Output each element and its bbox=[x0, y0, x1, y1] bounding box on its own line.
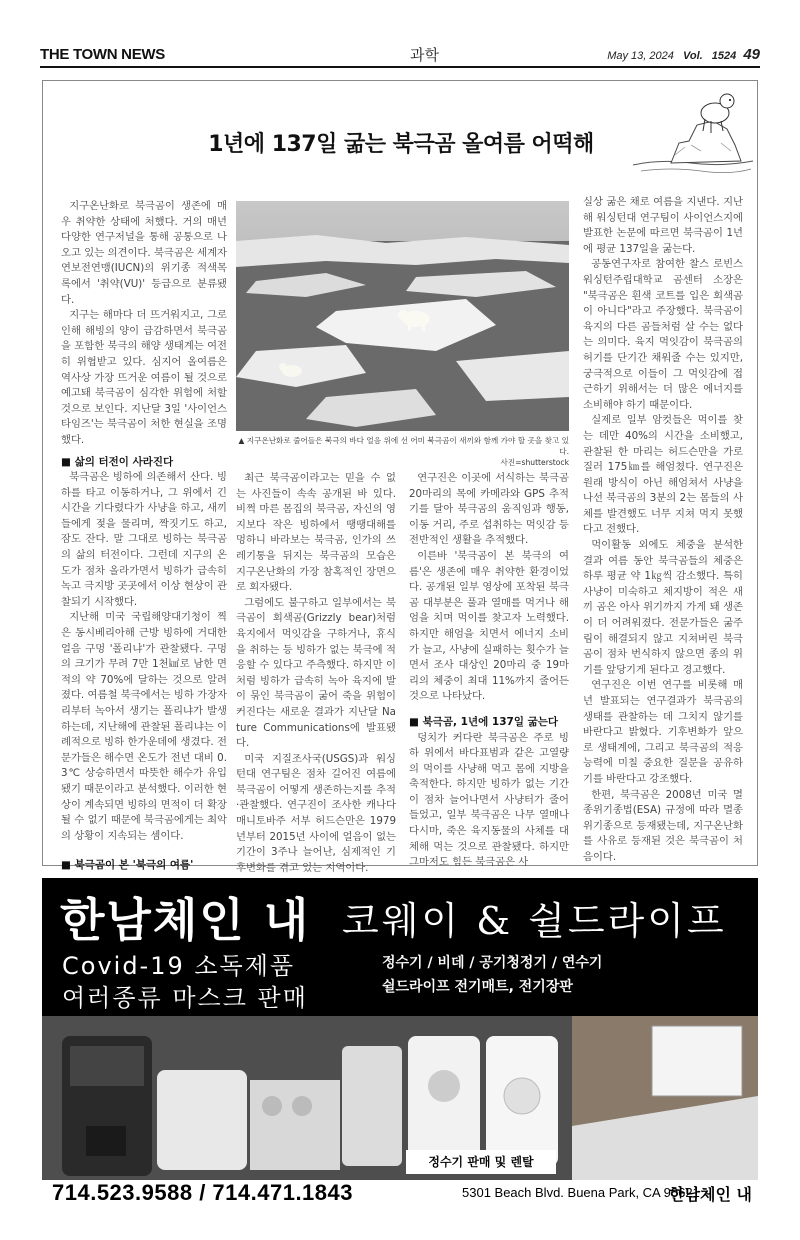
column-2 bbox=[236, 471, 396, 876]
article-headline: 1년에 137일 굶는 북극곰 올여름 어떡해 bbox=[208, 132, 594, 157]
ad-products-photo bbox=[42, 1016, 758, 1180]
ad-rental-label: 정수기 판매 및 렌탈 bbox=[406, 1150, 556, 1174]
vol-label: Vol. bbox=[682, 50, 703, 62]
page-header bbox=[40, 44, 760, 68]
ad-products-line: 정수기 / 비데 / 공기청정기 / 연수기 bbox=[382, 955, 603, 971]
column-3 bbox=[409, 471, 569, 871]
photo-credit: 사진=shutterstock bbox=[500, 458, 569, 467]
issue-info bbox=[607, 46, 760, 63]
ad-brand: 한남체인 내 bbox=[669, 1185, 752, 1204]
paragraph: 실제로 일부 암컷들은 먹이를 찾는 데만 40%의 시간을 소비했고, 관찰된 한 마리는 허드슨만을 가로질러 175㎞를 해엄쳤다. 연구진은 원래 방식이 아닌 해엄쳐서 사냥을 나선 북극곰의 3분의 2는 몸들의 사체를 발견했도 너무 지쳐 먹지 못했다고 전했다. bbox=[583, 414, 743, 536]
paragraph: 최근 북극곰이라고는 믿을 수 없는 사진들이 속속 공개된 바 있다. 비쩍 마른 몸집의 북극곰, 자신의 영지보다 작은 빙하에서 땡땡대해를 멍하니 바라보는 북극곰, 인가의 쓰레기통을 뒤지는 북극곰의 모습은 지구온난화의 가장 참혹적인 장면으로 회자됐다. bbox=[236, 472, 396, 594]
column-4 bbox=[583, 195, 743, 866]
paragraph: 이른바 '북극곰이 본 북극의 여름'은 생존에 매우 취약한 환경이었다. 공개된 일부 영상에 포착된 북극곰 대부분은 풀과 열매를 먹거나 해엄을 치며 먹이를 찾고자 노력했다. 하지만 해엄을 치면서 에너지 소비가 늘고, 사냥에 실패하는 횟수가 늘면서 조사 대상인 20마리 중 19마리의 체중이 최대 11%까지 줄어든 것으로 나타났다. bbox=[409, 549, 569, 703]
column-1 bbox=[61, 199, 227, 874]
ad-covid-line: Covid-19 소독제품 bbox=[62, 952, 296, 980]
polar-bears-on-ice-image bbox=[236, 201, 569, 431]
ad-shieldlife-line: 쉴드라이프 전기매트, 전기장판 bbox=[382, 979, 573, 995]
section-name: 과학 bbox=[410, 46, 439, 64]
subheading: ■ 북극곰이 본 '북극의 여름' bbox=[61, 859, 194, 872]
photo-caption bbox=[236, 435, 569, 468]
ad-mask-line: 여러종류 마스크 판매 bbox=[62, 984, 308, 1012]
paragraph: 한편, 북극곰은 2008년 미국 멸종위기종법(ESA) 규정에 따라 멸종위기종으로 등재됐는데, 지구온난화를 사유로 등재된 것은 북극곰이 처음이다. bbox=[583, 788, 743, 863]
ad-contact-bar bbox=[42, 1180, 758, 1204]
article-box bbox=[42, 80, 758, 874]
paragraph: 그럼에도 불구하고 일부에서는 북극곰이 회색곰(Grizzly bear)처럼 육지에서 먹잇감을 구하거나, 휴식을 취하는 등 빙하가 없는 북극에 적응할 수 있다고 주측했다. 하지만 이처럼 빙하가 급속히 녹아 육지에 발이 묶인 북극곰이 굶어 죽을 위험이 커진다는 새로운 결과가 지난달 Nature Communications에 발표됐다. bbox=[236, 596, 396, 750]
subheading: ■ 삶의 터전이 사라진다 bbox=[61, 455, 174, 468]
paragraph: 지난해 미국 국립해양대기청이 찍은 동시베리아해 근방 빙하에 거대한 얼음 구멍 '폴리냐'가 관찰됐다. 구멍의 크기가 무려 7만 1천㎢로 남한 면적의 약 70%에 달하는 것으로 알려졌다. 여름철 북극에서는 빙하 가장자리부터 녹아서 생기는 폴리냐가 발생하는데, 지난해에 관찰된 폴리냐는 이례적으로 빙하 한가운데에 생겼다. 전문가들은 해수면 온도가 전년 대비 0.3℃ 상승하면서 따뜻한 해수가 유입됐기 때문이라고 분석했다. 이러한 현상이 계속되면 빙하의 면적이 더 확장될 수 없기 때문에 북극곰에게는 최악의 상황이 지속되는 셈이다. bbox=[61, 611, 227, 842]
ad-phone-numbers: 714.523.9588 / 714.471.1843 bbox=[52, 1180, 353, 1204]
appliances-image bbox=[42, 1016, 758, 1180]
paragraph: 연구진은 이곳에 서식하는 북극곰 20마리의 목에 카메라와 GPS 추적기를 달아 북극곰의 움직임과 행동, 이동 거리, 주로 섭취하는 먹잇감 등 전반적인 생활을 추적했다. bbox=[409, 472, 569, 547]
vol-number: 1524 bbox=[711, 50, 737, 62]
paragraph: 덩치가 커다란 북극곰은 주로 빙하 위에서 바다표범과 같은 고열량의 먹이를 사냥해 먹고 몸에 지방을 축적한다. 하지만 빙하가 없는 기간이 점차 늘어나면서 사냥터가 줄어들었고, 일부 북극곰은 나무 열매나 다시마, 죽은 육지동물의 사체를 대체해 먹는 것으로 관찰됐다. 하지만 그마저도 힘든 북극곰은 사 bbox=[409, 731, 569, 869]
paragraph: 북극곰은 빙하에 의존해서 산다. 빙하를 타고 이동하거나, 그 위에서 긴 시간을 기다렸다가 사냥을 하고, 새끼들에게 젖을 물리며, 짝짓기도 하고, 잠도 잔다. 말 그대로 빙하는 북극곰의 삶의 터전이다. 그런데 지구의 온도가 점차 올라가면서 빙하가 급속히 녹고 극지방 곳곳에서 이상 현상이 관찰되기 시작했다. bbox=[61, 471, 227, 608]
page-number: 49 bbox=[743, 46, 760, 63]
subheading: ■ 북극곰, 1년에 137일 굶는다 bbox=[409, 715, 559, 728]
paragraph: 지구는 해마다 더 뜨거워지고, 그로 인해 해빙의 양이 급감하면서 북극곰을 포함한 북극의 해양 생태계는 여전히 위협받고 있다. 심지어 올여름은 역사상 가장 뜨거운 여름이 될 것으로 예고돼 북극곰이 심각한 위험에 처할 것으로 보인다. 지난달 3일 '사이언스타임즈'는 북극곰이 처한 현실을 조명했다. bbox=[61, 309, 227, 446]
paragraph: 실상 굶은 채로 여름을 지낸다. 지난해 워싱턴대 연구팀이 사이언스지에 발표한 논문에 따르면 북극곰이 1년에 평균 137일을 굶는다. bbox=[583, 196, 743, 255]
paragraph: 공동연구자로 참여한 찰스 로빈스 워싱턴주립대학교 곰센터 소장은 "북극곰은 흰색 코트를 입은 회색곰이 아니다"라고 주장했다. 북극곰이 육지의 다른 곰들처럼 살 수는 없다는 의미다. 육지 먹잇감이 북극곰의 허기를 단기간 채워줄 수는 있지만, 궁극적으로 이들이 그 먹잇감에 접근하기 위해서는 더 많은 에너지를 소비해야 하기 때문이다. bbox=[583, 258, 743, 411]
article-photo bbox=[236, 201, 569, 431]
issue-date: May 13, 2024 bbox=[607, 50, 674, 62]
caption-text: ▲ 지구온난화로 줄어들은 북극의 바다 얼음 위에 선 어미 북극곰이 새끼와 함께 가야 할 곳을 찾고 있다. bbox=[238, 436, 569, 456]
publication-name: THE TOWN NEWS bbox=[40, 46, 165, 63]
ad-title: 한남체인 내 bbox=[60, 893, 311, 947]
paragraph: 연구진은 이번 연구를 비롯해 매년 발표되는 연구결과가 북극곰의 생태를 관찰하는 데 그치지 않기를 바란다고 밝혔다. 기후변화가 앞으로 생태계에, 그리고 북극곰의 적응 능력에 미칠 중요한 질문을 공유하기를 바란다고 강조했다. bbox=[583, 679, 743, 785]
paragraph: 지구온난화로 북극곰이 생존에 매우 취약한 상태에 처했다. 거의 매년 다양한 연구저널을 통해 공통으로 나오고 있는 의견이다. 북극곰은 세계자연보전연맹(IUCN)의 위기종 적색목록에서 '취약(VU)' 등급으로 분류됐다. bbox=[61, 200, 227, 306]
ad-address: 5301 Beach Blvd. Buena Park, CA 90621 bbox=[462, 1185, 700, 1200]
advertisement bbox=[42, 878, 758, 1204]
paragraph: 미국 지질조사국(USGS)과 워싱턴대 연구팀은 점차 길어진 여름에 북극곰이 어떻게 생존하는지를 추적·관찰했다. 연구진이 조사한 캐나다 매니토바주 서부 허드슨만은 1979년부터 2015년 사이에 얼음이 없는 기간이 3주나 늘어난, 심제적인 기후변화를 겪고 있는 지역이다. bbox=[236, 752, 396, 874]
paragraph: 먹이활동 외에도 체중을 분석한 결과 여름 동안 북극곰들의 체중은 하루 평균 약 1㎏씩 감소했다. 특히 사냥이 미숙하고 체지방이 적은 새끼 곰은 아사 위기까지 가게 돼 생존이 더 어려워졌다. 전문가들은 굶주림이 해결되지 않고 지쳐버린 북극곰이 점차 번식하지 않으면 종의 위기를 앞당기게 된다고 경고했다. bbox=[583, 539, 743, 676]
ad-subtitle: 코웨이 & 쉴드라이프 bbox=[342, 899, 727, 943]
